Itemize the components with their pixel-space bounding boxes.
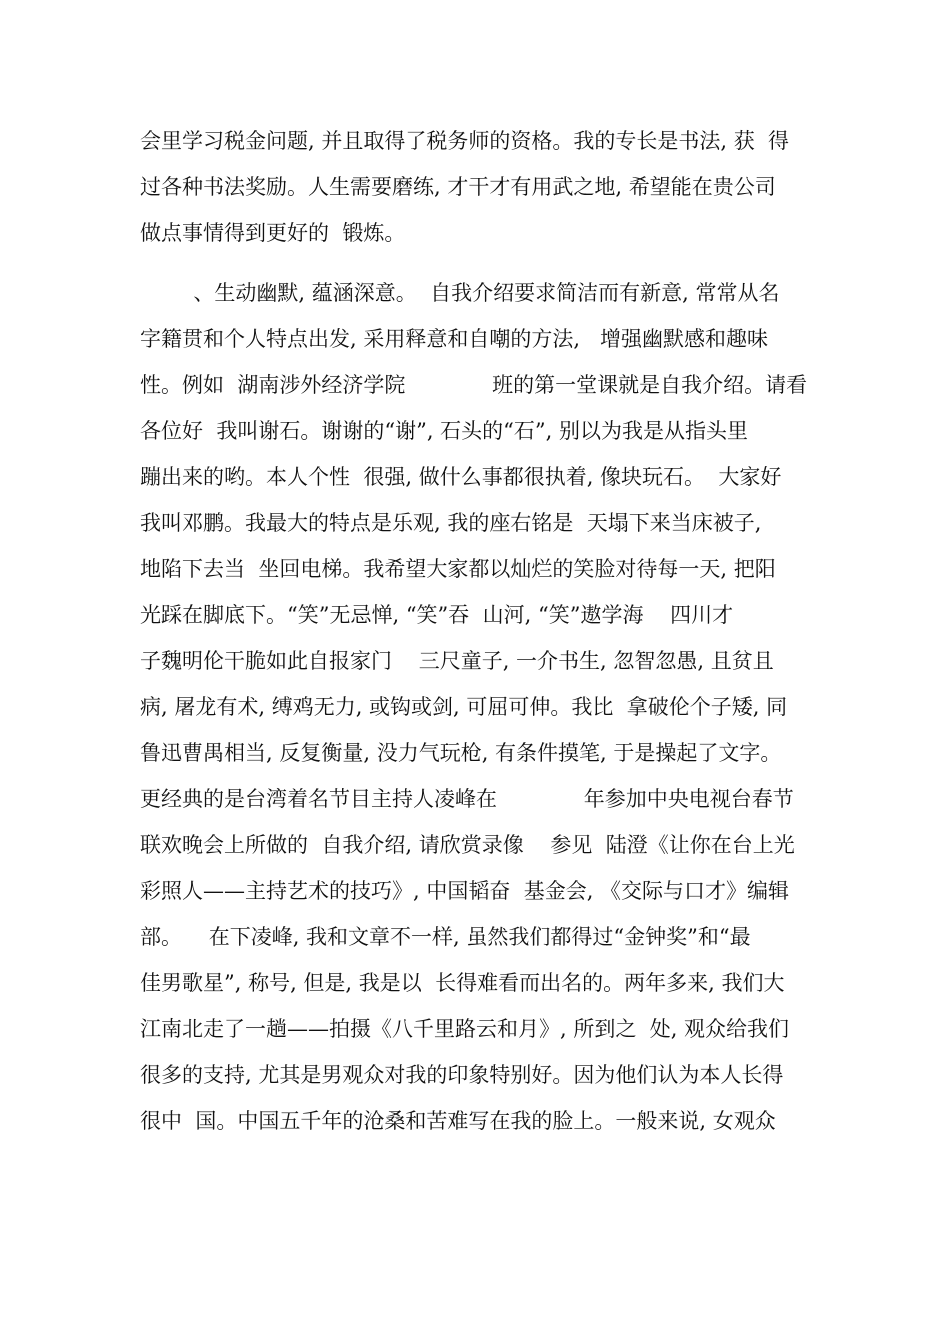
text-line: 鲁迅曹禺相当, 反复衡量, 没力气玩枪, 有条件摸笔, 于是操起了文字。 — [140, 741, 782, 765]
text-line: 性。例如 湖南涉外经济学院 班的第一堂课就是自我介绍。请看 — [140, 373, 808, 397]
text-line: 佳男歌星”, 称号, 但是, 我是以 长得难看而出名的。两年多来, 我们大 — [140, 971, 785, 995]
text-line: 地陷下去当 坐回电梯。我希望大家都以灿烂的笑脸对待每一天, 把阳 — [140, 557, 776, 581]
text-line: 联欢晚会上所做的 自我介绍, 请欣赏录像 参见 陆澄《让你在台上光 — [140, 833, 795, 857]
text-line: 做点事情得到更好的 锻炼。 — [140, 221, 406, 245]
text-line: 部。 在下凌峰, 我和文章不一样, 虽然我们都得过“金钟奖”和“最 — [140, 925, 751, 949]
text-line: 会里学习税金问题, 并且取得了税务师的资格。我的专长是书法, 获 得 — [140, 129, 790, 153]
document-body — [140, 118, 820, 1144]
text-line: 各位好 我叫谢石。谢谢的“谢”, 石头的“石”, 别以为我是从指头里 — [140, 419, 748, 443]
text-line: 子魏明伦干脆如此自报家门 三尺童子, 一介书生, 忽智忽愚, 且贫且 — [140, 649, 774, 673]
text-line: 字籍贯和个人特点出发, 采用释意和自嘲的方法, 增强幽默感和趣味 — [140, 327, 769, 351]
text-line: 彩照人——主持艺术的技巧》, 中国韬奋 基金会, 《交际与口才》编辑 — [140, 879, 790, 903]
text-line: 蹦出来的哟。本人个性 很强, 做什么事都很执着, 像块玩石。 大家好 — [140, 465, 782, 489]
text-line: 江南北走了一趟——拍摄《八千里路云和月》, 所到之 处, 观众给我们 — [140, 1017, 790, 1041]
paragraph-2 — [140, 270, 820, 1144]
text-line: 很中 国。中国五千年的沧桑和苦难写在我的脸上。一般来说, 女观众 — [140, 1109, 776, 1133]
text-line: 很多的支持, 尤其是男观众对我的印象特别好。因为他们认为本人长得 — [140, 1063, 784, 1087]
text-line: 、生动幽默, 蕴涵深意。 自我介绍要求简洁而有新意, 常常从名 — [140, 281, 780, 305]
text-line: 更经典的是台湾着名节目主持人凌峰在 年参加中央电视台春节 — [140, 787, 794, 811]
text-line: 光踩在脚底下。“笑”无忌惮, “笑”吞 山河, “笑”遨学海 四川才 — [140, 603, 734, 627]
text-line: 我叫邓鹏。我最大的特点是乐观, 我的座右铭是 天塌下来当床被子, — [140, 511, 762, 535]
text-line: 过各种书法奖励。人生需要磨练, 才干才有用武之地, 希望能在贵公司 — [140, 175, 776, 199]
paragraph-1 — [140, 118, 820, 256]
text-line: 病, 屠龙有术, 缚鸡无力, 或钩或剑, 可屈可伸。我比 拿破伦个子矮, 同 — [140, 695, 788, 719]
